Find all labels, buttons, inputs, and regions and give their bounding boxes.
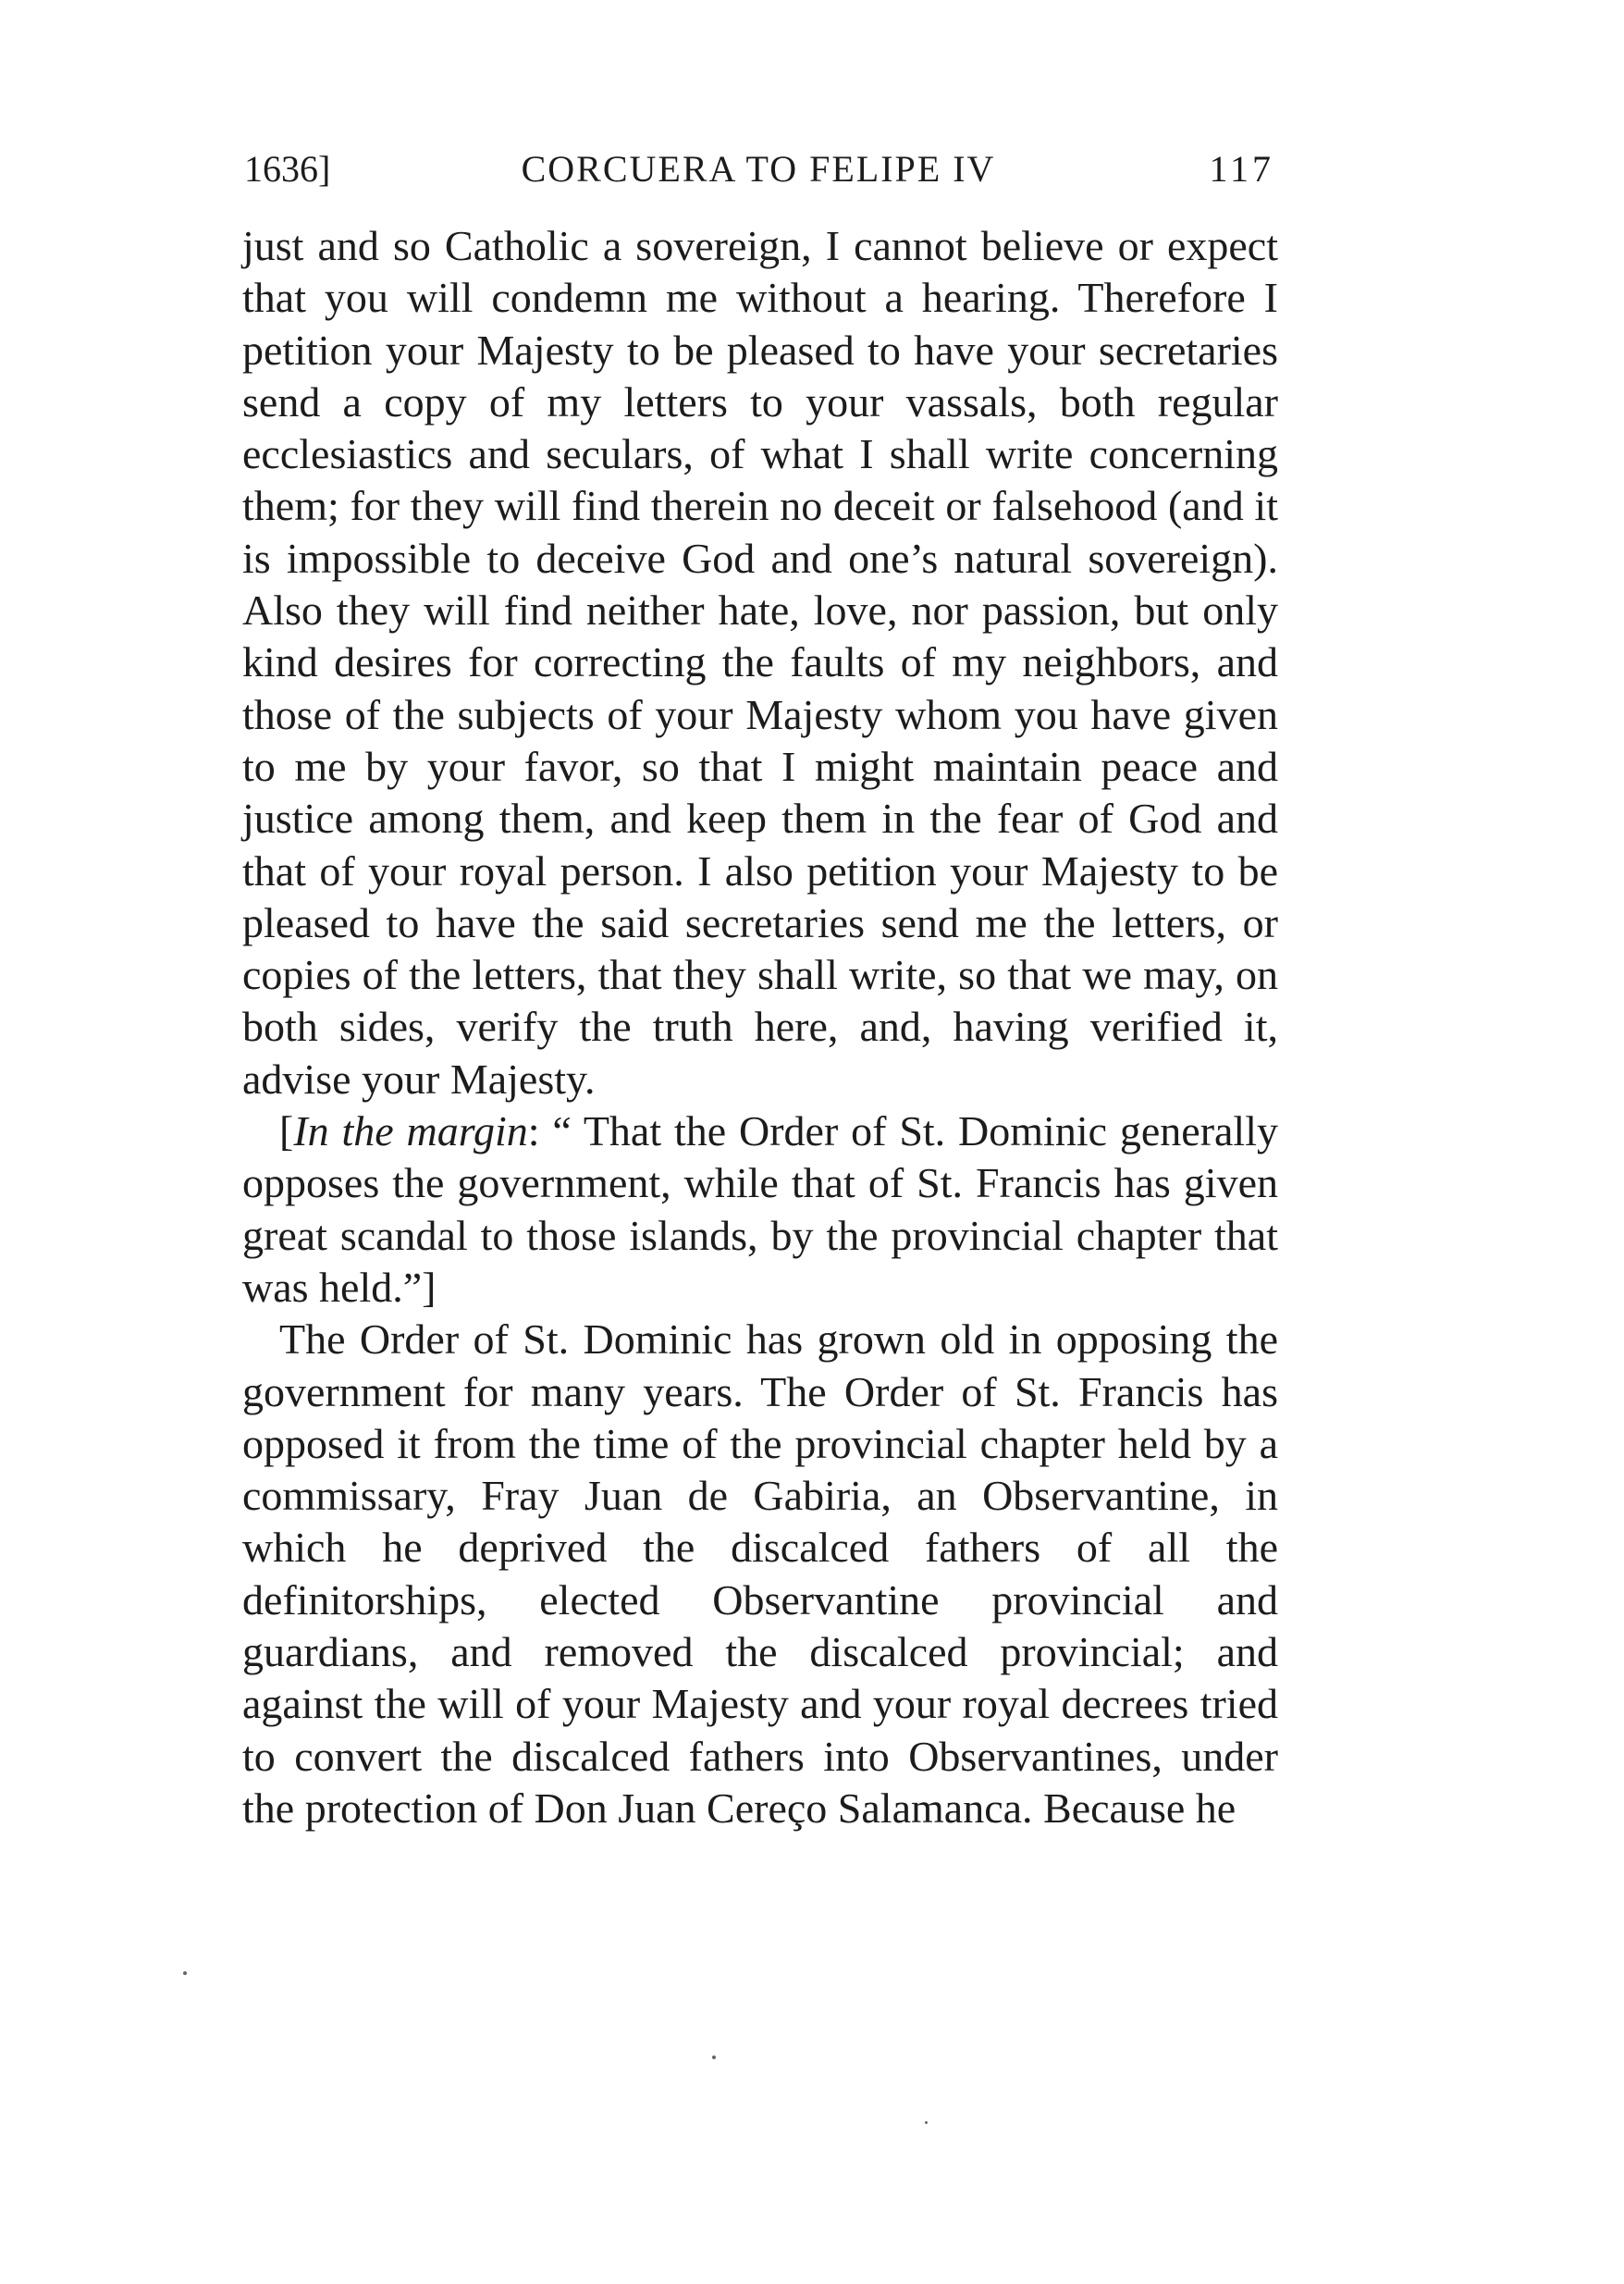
page-number: 117	[1209, 148, 1274, 190]
paragraph-3: The Order of St. Dominic has grown old in opposing the government for many years. The Order of St. Francis has opposed it from the time of the provincial chapter held by a commissary, Fray Juan de Gabiria, an Observantine, in which he deprived the discalced fathers of all the definitorships, elected Observantine provincial and guardians, and removed the discalced provincial; and against the will of your Majesty and your royal decrees tried to convert the discalced fathers into Observantines, under the protection of Don Juan Cereço Salamanca. Because he	[242, 1315, 1278, 1832]
page-speck	[712, 2056, 716, 2059]
header-title: CORCUERA TO FELIPE IV	[521, 148, 996, 190]
running-header	[239, 146, 1278, 192]
margin-note-label: In the margin	[293, 1107, 528, 1155]
page-speck	[925, 2121, 928, 2124]
page-speck	[183, 1971, 187, 1975]
body-text	[242, 220, 1278, 1834]
margin-note-text: : “ That the Order of St. Dominic generally opposes the government, while that of St. Francis has given great scandal to those islands, by the provincial chapter that was held.”]	[242, 1107, 1278, 1311]
paragraph-margin-note	[242, 1105, 1278, 1314]
paragraph-1: just and so Catholic a sovereign, I cannot believe or expect that you will condemn me without a hearing. Therefore I petition your Majesty to be pleased to have your secretaries send a copy of my letters to your vassals, both regular ecclesiastics and seculars, of what I shall write concerning them; for they will find therein no deceit or falsehood (and it is impossible to deceive God and one’s natural sovereign). Also they will find neither hate, love, nor passion, but only kind desires for correcting the faults of my neighbors, and those of the subjects of your Majesty whom you have given to me by your favor, so that I might maintain peace and justice among them, and keep them in the fear of God and that of your royal person. I also petition your Majesty to be pleased to have the said secretaries send me the letters, or copies of the letters, that they shall write, so that we may, on both sides, verify the truth here, and, having verified it, advise your Majesty.	[242, 222, 1278, 1103]
margin-note-open-bracket: [	[279, 1107, 294, 1155]
header-year: 1636]	[244, 148, 331, 190]
